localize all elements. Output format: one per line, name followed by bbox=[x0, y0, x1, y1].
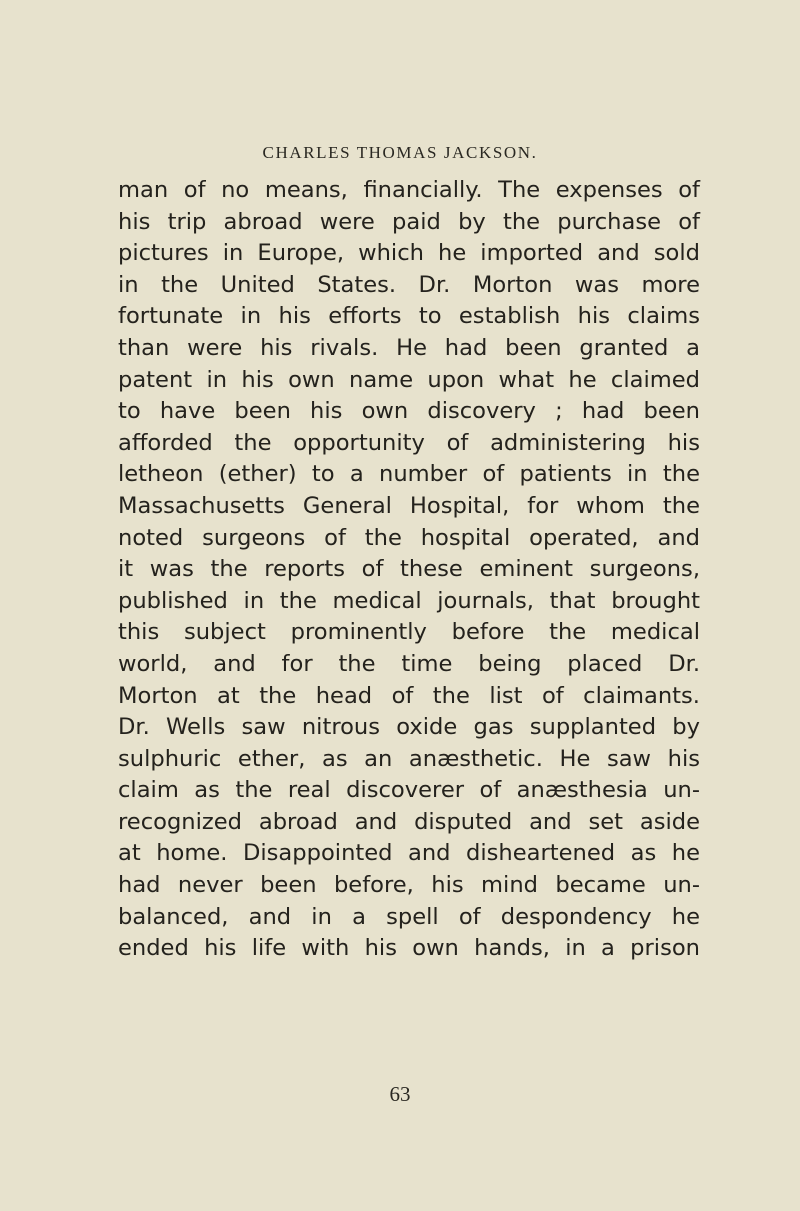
text-line: Massachusetts General Hospital, for whom the bbox=[118, 492, 700, 519]
text-line: Morton at the head of the list of claimants. bbox=[118, 682, 700, 709]
text-line: than were his rivals. He had been granted a bbox=[118, 334, 700, 361]
text-line: had never been before, his mind became un- bbox=[118, 872, 700, 899]
text-line: noted surgeons of the hospital operated, and bbox=[118, 524, 700, 551]
running-head: CHARLES THOMAS JACKSON. bbox=[262, 143, 538, 162]
text-line: man of no means, financially. The expenses of bbox=[118, 177, 700, 203]
text-line: recognized abroad and disputed and set aside bbox=[118, 808, 700, 835]
body-text bbox=[118, 175, 700, 965]
page-number: 63 bbox=[389, 1082, 411, 1106]
text-line: in the United States. Dr. Morton was more bbox=[118, 271, 700, 298]
text-line: ended his life with his own hands, in a prison bbox=[118, 935, 700, 962]
text-line: his trip abroad were paid by the purchase of bbox=[118, 208, 700, 235]
text-line: world, and for the time being placed Dr. bbox=[118, 650, 700, 677]
text-line: patent in his own name upon what he claimed bbox=[118, 366, 700, 393]
text-line: Dr. Wells saw nitrous oxide gas supplanted by bbox=[118, 714, 700, 741]
text-line: to have been his own discovery ; had been bbox=[118, 398, 700, 425]
text-line: pictures in Europe, which he imported and sold bbox=[118, 240, 700, 267]
text-line: fortunate in his efforts to establish his claims bbox=[118, 303, 700, 330]
text-line: sulphuric ether, as an anæsthetic. He saw his bbox=[118, 745, 700, 772]
text-line: at home. Disappointed and disheartened as he bbox=[118, 840, 700, 867]
text-line: published in the medical journals, that brought bbox=[118, 587, 700, 614]
text-line: afforded the opportunity of administering his bbox=[118, 429, 700, 456]
text-line: letheon (ether) to a number of patients in the bbox=[118, 461, 700, 488]
text-line: this subject prominently before the medical bbox=[118, 619, 700, 646]
text-line: claim as the real discoverer of anæsthesia un- bbox=[118, 777, 700, 804]
text-line: balanced, and in a spell of despondency he bbox=[118, 903, 700, 930]
text-line: it was the reports of these eminent surgeons, bbox=[118, 556, 700, 583]
